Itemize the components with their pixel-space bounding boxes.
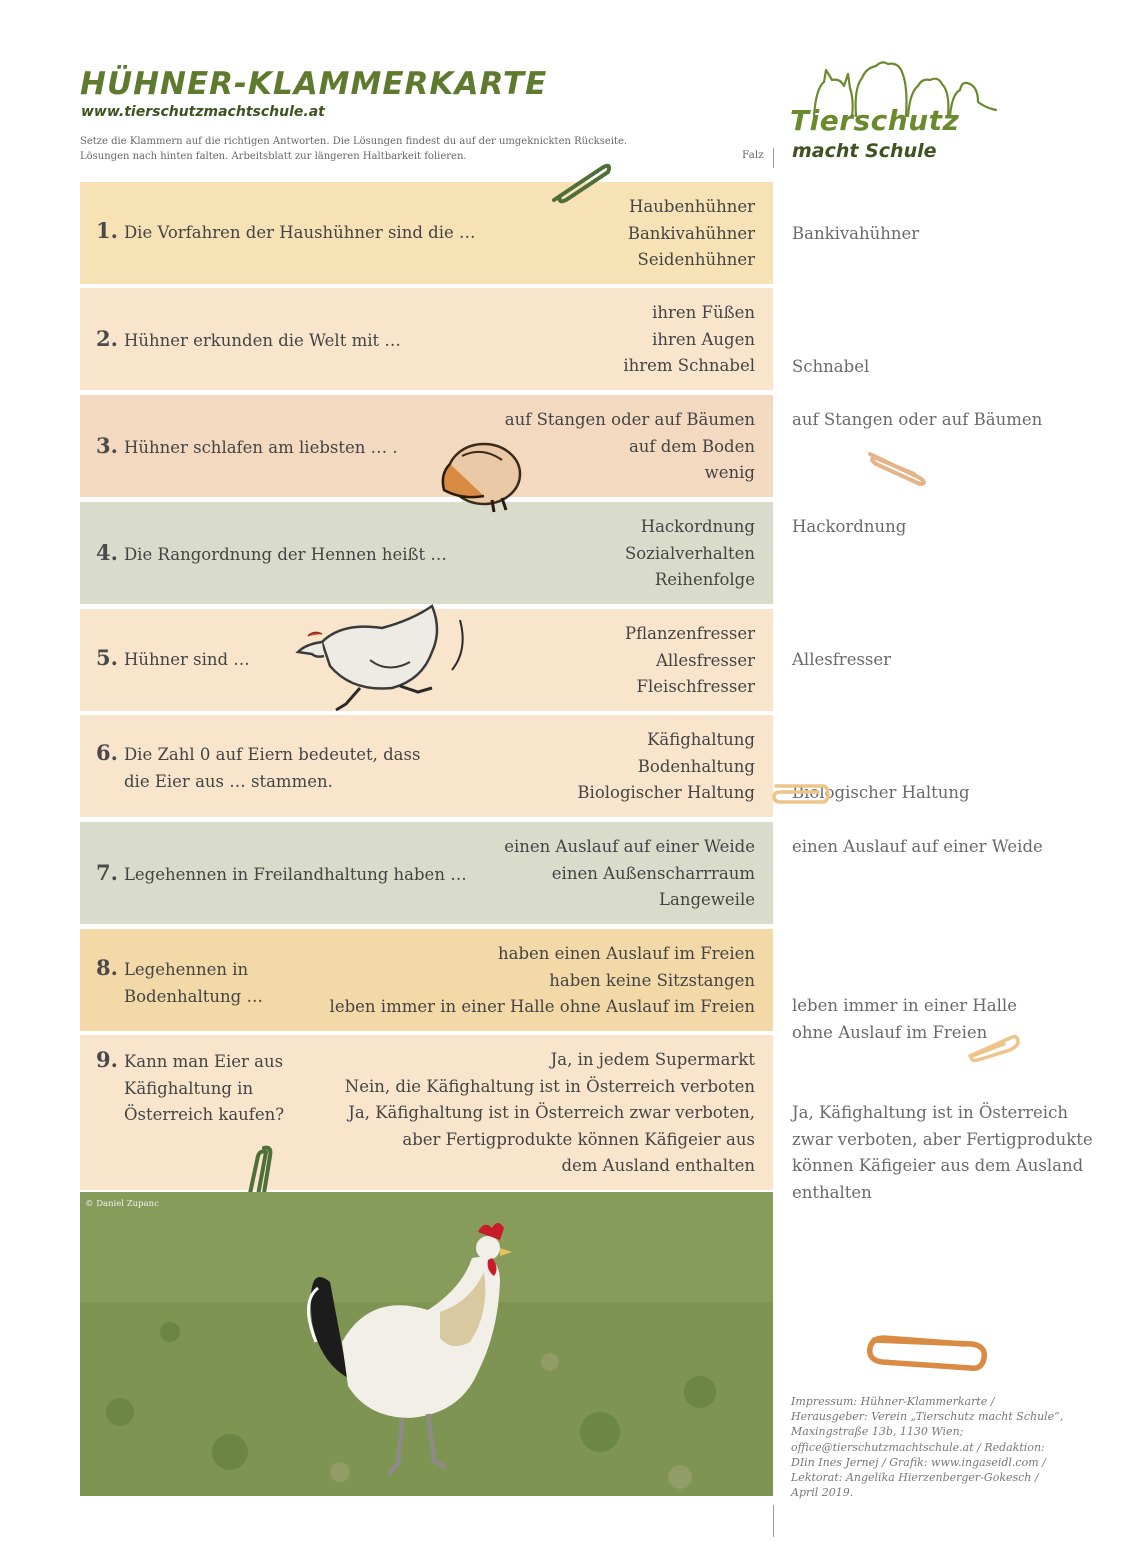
answer-option[interactable]: Pflanzenfresser (624, 624, 755, 643)
solution-line: leben immer in einer Halle (792, 996, 1017, 1015)
answer-option[interactable]: Käfighaltung (647, 730, 755, 749)
answer-options (623, 300, 755, 380)
solution-line: Allesfresser (792, 650, 892, 669)
solution-line: Biologischer Haltung (792, 783, 970, 802)
solution-line: auf Stangen oder auf Bäumen (792, 410, 1043, 429)
answer-option[interactable]: Allesfresser (655, 650, 755, 670)
question-number: 9. (96, 1047, 118, 1072)
paperclip-icon (772, 778, 830, 808)
answer-option[interactable]: Fleischfresser (636, 677, 755, 696)
question-text (96, 645, 250, 674)
imprint-line: Maxingstraße 13b, 1130 Wien; (791, 1425, 964, 1439)
logo-text-secondary: macht Schule (792, 140, 937, 162)
logo (790, 58, 1010, 168)
answer-option[interactable]: Hackordnung (640, 517, 755, 536)
answer-option[interactable]: Reihenfolge (654, 570, 755, 589)
paperclip-icon (544, 156, 616, 210)
question-line: Kann man Eier aus (123, 1052, 284, 1071)
solution-line: Hackordnung (792, 517, 907, 536)
question-number: 7. (96, 860, 118, 885)
rooster-photo (80, 1192, 773, 1496)
question-row-1 (80, 182, 773, 284)
question-number: 5. (96, 645, 118, 670)
fold-line-bottom (773, 1505, 774, 1537)
question-number: 6. (96, 740, 118, 765)
paperclip-icon (964, 1030, 1022, 1064)
solution-7 (792, 834, 1043, 861)
walking-chicken-icon (292, 600, 474, 718)
answer-option[interactable]: Biologischer Haltung (577, 783, 755, 802)
paperclip-icon (862, 446, 930, 488)
question-line: Österreich kaufen? (124, 1105, 285, 1124)
question-line: Die Rangordnung der Hennen heißt … (123, 545, 447, 564)
answer-option[interactable]: einen Außenscharrraum (551, 863, 755, 883)
sleeping-chicken-icon (432, 434, 524, 514)
answer-option[interactable]: aber Fertigprodukte können Käfigeier aus (402, 1129, 755, 1149)
answer-option[interactable]: wenig (704, 463, 755, 482)
fold-line-top (773, 148, 774, 168)
answer-option[interactable]: Sozialverhalten (624, 543, 755, 563)
question-text (96, 326, 401, 355)
answer-options (330, 941, 755, 1021)
question-row-4 (80, 502, 773, 604)
answer-option[interactable]: auf Stangen oder auf Bäumen (504, 410, 755, 429)
imprint-line: DIin Ines Jernej / Grafik: www.ingaseidl.com / (791, 1455, 1046, 1469)
answer-option[interactable]: Seidenhühner (637, 250, 755, 269)
question-number: 8. (96, 955, 118, 980)
question-text (96, 540, 447, 569)
page-title: HÜHNER-KLAMMERKARTE (80, 66, 548, 102)
answer-option[interactable]: Ja, in jedem Supermarkt (550, 1050, 755, 1069)
solution-9 (792, 1100, 1093, 1206)
question-row-2 (80, 288, 773, 390)
answer-option[interactable]: dem Ausland enthalten (561, 1156, 755, 1175)
question-row-7 (80, 822, 773, 924)
imprint-line: Impressum: Hühner-Klammerkarte / (791, 1395, 995, 1408)
question-line: die Eier aus … stammen. (124, 771, 333, 791)
question-text (96, 1047, 284, 1129)
answer-option[interactable]: ihrem Schnabel (623, 356, 755, 375)
answer-options (505, 407, 755, 487)
question-number: 1. (96, 218, 118, 243)
website-url[interactable]: www.tierschutzmachtschule.at (81, 104, 325, 120)
imprint-line: Herausgeber: Verein „Tierschutz macht Schule“, (791, 1410, 1064, 1424)
question-row-6 (80, 715, 773, 817)
answer-option[interactable]: leben immer in einer Halle ohne Auslauf im Freien (329, 997, 755, 1016)
solution-line: Ja, Käfighaltung ist in Österreich (792, 1103, 1068, 1122)
answer-option[interactable]: Haubenhühner (629, 197, 755, 216)
solution-line: ohne Auslauf im Freien (792, 1022, 988, 1042)
answer-option[interactable]: einen Auslauf auf einer Weide (504, 837, 755, 856)
question-line: Hühner erkunden die Welt mit … (123, 331, 401, 350)
question-number: 2. (96, 326, 118, 351)
answer-options (345, 1047, 755, 1180)
solution-line: enthalten (792, 1182, 872, 1202)
question-line: Legehennen in Freilandhaltung haben … (123, 865, 467, 884)
fold-label: Falz (742, 149, 764, 161)
answer-option[interactable]: haben keine Sitzstangen (549, 970, 755, 990)
paperclip-icon (860, 1320, 992, 1378)
question-text (96, 218, 475, 247)
question-line: Die Vorfahren der Haushühner sind die … (123, 223, 476, 242)
solution-3 (792, 407, 1042, 434)
answer-option[interactable]: auf dem Boden (628, 436, 755, 456)
solution-2 (792, 354, 869, 381)
solution-line: Schnabel (792, 357, 870, 376)
answer-options (625, 514, 755, 594)
imprint-line: office@tierschutzmachtschule.at / Redaktion: (791, 1440, 1045, 1454)
solution-4 (792, 514, 906, 541)
answer-option[interactable]: Ja, Käfighaltung ist in Österreich zwar verboten, (348, 1103, 755, 1122)
question-text (96, 740, 420, 795)
solution-5 (792, 647, 891, 674)
instructions-line: Lösungen nach hinten falten. Arbeitsblatt zur längeren Haltbarkeit folieren. (80, 151, 467, 162)
answer-option[interactable]: ihren Augen (652, 329, 755, 349)
rooster-illustration (80, 1192, 773, 1496)
question-line: Bodenhaltung … (124, 986, 263, 1006)
question-number: 4. (96, 540, 118, 565)
answer-option[interactable]: Bodenhaltung (637, 756, 755, 776)
logo-text-primary: Tierschutz (790, 104, 960, 137)
answer-options (628, 194, 755, 274)
question-text (96, 433, 398, 462)
answer-option[interactable]: ihren Füßen (652, 303, 755, 322)
answer-option[interactable]: Nein, die Käfighaltung ist in Österreich verboten (344, 1076, 755, 1096)
solution-line: Bankivahühner (792, 224, 920, 243)
question-line: Hühner sind … (123, 650, 250, 669)
instructions-line: Setze die Klammern auf die richtigen Antworten. Die Lösungen findest du auf der umgeknickten Rückseite. (80, 136, 628, 147)
answer-option[interactable]: Bankivahühner (627, 223, 755, 243)
solution-line: zwar verboten, aber Fertigprodukte (792, 1129, 1093, 1149)
answer-options (577, 727, 755, 807)
imprint-line: April 2019. (791, 1486, 854, 1500)
answer-options (504, 834, 755, 914)
solution-1 (792, 221, 919, 248)
solution-line: einen Auslauf auf einer Weide (792, 837, 1043, 856)
question-row-9 (80, 1035, 773, 1190)
answer-option[interactable]: haben einen Auslauf im Freien (497, 944, 755, 963)
question-number: 3. (96, 433, 118, 458)
question-row-8 (80, 929, 773, 1031)
question-row-3 (80, 395, 773, 497)
question-text (96, 860, 467, 889)
question-text (96, 955, 263, 1010)
answer-options (625, 621, 755, 701)
solution-line: können Käfigeier aus dem Ausland (792, 1156, 1084, 1175)
question-line: Legehennen in (123, 960, 249, 979)
imprint (791, 1394, 1071, 1500)
question-line: Die Zahl 0 auf Eiern bedeutet, dass (123, 745, 421, 764)
question-line: Hühner schlafen am liebsten … . (123, 438, 398, 457)
instructions (80, 134, 730, 164)
question-line: Käfighaltung in (124, 1078, 254, 1098)
photo-credit: © Daniel Zupanc (85, 1199, 159, 1209)
answer-option[interactable]: Langeweile (659, 890, 755, 909)
imprint-line: Lektorat: Angelika Hierzenberger-Gokesch / (791, 1471, 1039, 1485)
